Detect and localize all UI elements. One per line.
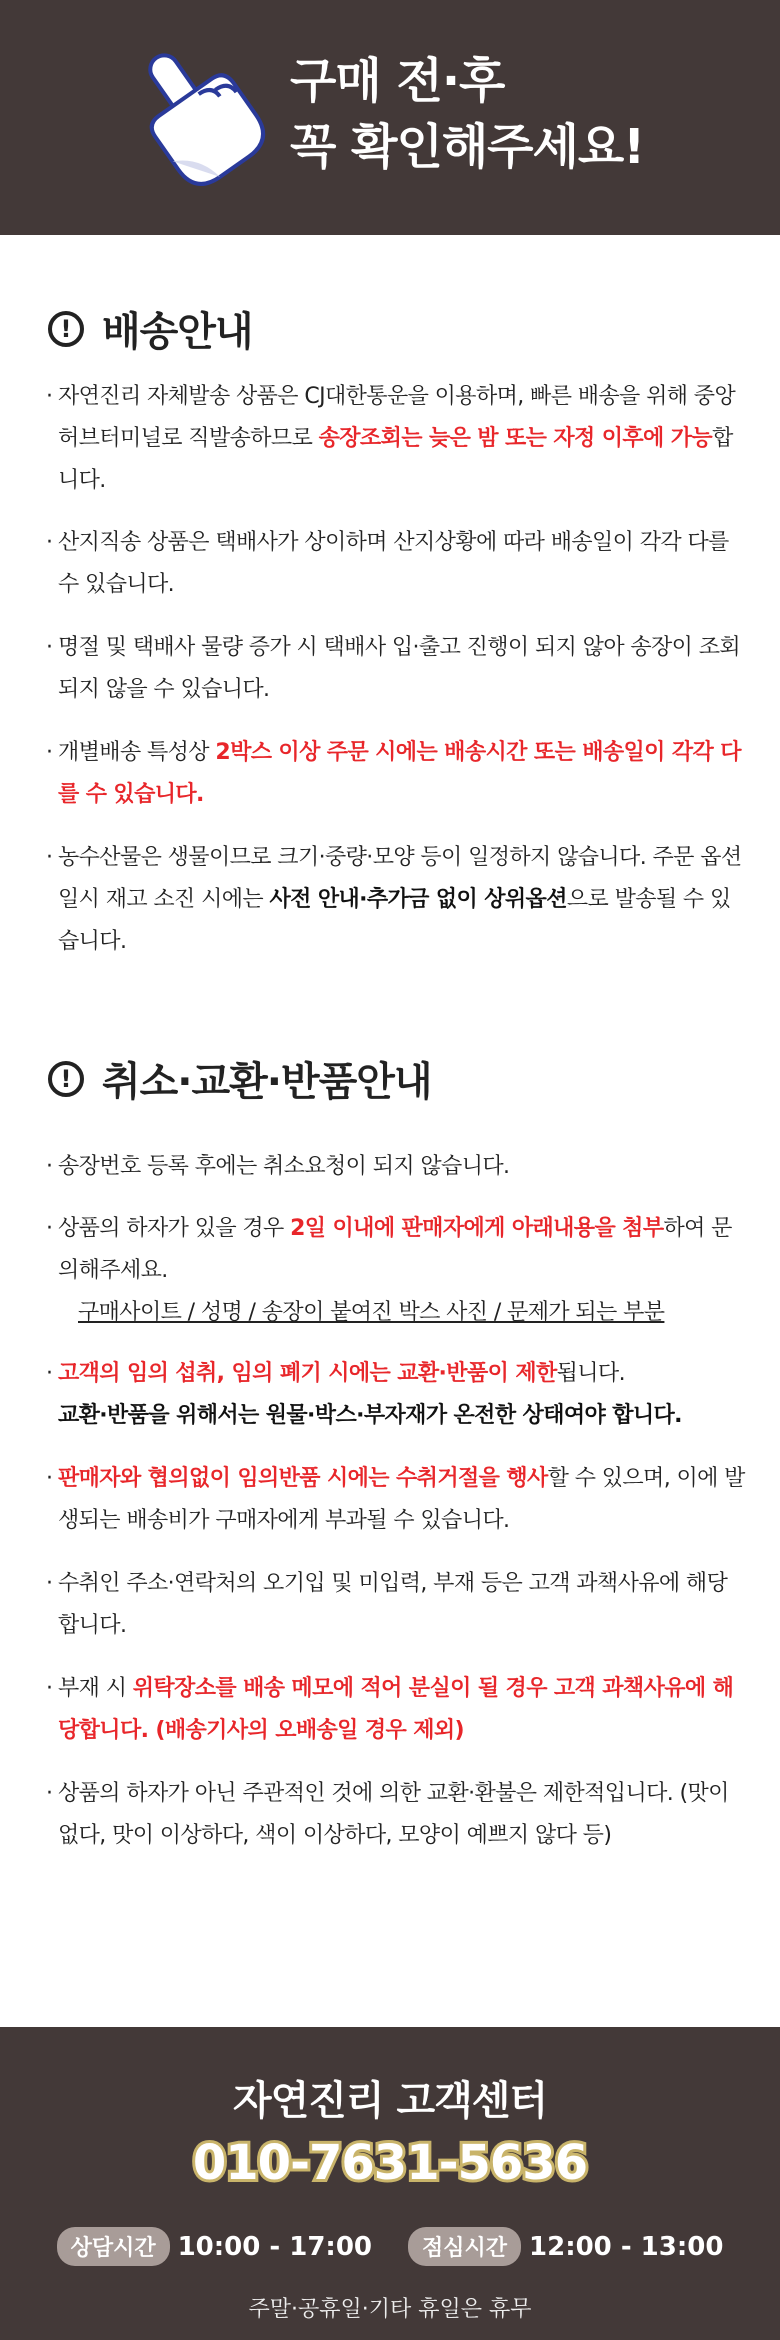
text-run: 하여 문의해주세요. <box>58 1216 732 1283</box>
text-run: 농수산물은 생물이므로 크기·중량·모양 등이 일정하지 않습니다. 주문 옵션 일시 재고 소진 시에는 <box>58 845 742 912</box>
consult-time: 10:00 - 17:00 <box>177 2231 372 2262</box>
bullet-dot: · <box>46 1216 53 1241</box>
delivery-item-5 <box>46 837 746 963</box>
phone-number[interactable]: 010-7631-5636 <box>192 2135 588 2191</box>
text-run: 명절 및 택배사 물량 증가 시 택배사 입·출고 진행이 되지 않아 송장이 조회되지 않을 수 있습니다. <box>58 635 741 702</box>
bullet-dot: · <box>46 530 53 555</box>
item-text <box>46 1563 746 1647</box>
text-run: 할 수 있으며, 이에 발생되는 배송비가 구매자에게 부과될 수 있습니다. <box>58 1466 745 1533</box>
header-title-line1: 구매 전·후 <box>290 53 505 109</box>
item-text <box>46 376 746 502</box>
lunch-label: 점심시간 <box>408 2227 521 2266</box>
cancel-item-5 <box>46 1563 746 1647</box>
cancel-title: 취소·교환·반품안내 <box>102 1059 432 1105</box>
item-text <box>46 1458 746 1542</box>
item-text <box>46 1353 746 1437</box>
text-run: 판매자와 협의없이 임의반품 시에는 수취거절을 행사 <box>58 1466 548 1491</box>
item-text <box>46 837 746 963</box>
item-text <box>46 732 746 816</box>
cancel-item-6 <box>46 1668 746 1752</box>
text-run: 고객의 임의 섭취, 임의 폐기 시에는 교환·반품이 제한 <box>58 1361 557 1386</box>
text-run: 됩니다. <box>556 1361 625 1386</box>
bullet-dot: · <box>46 635 53 660</box>
exclamation-circle-icon: ! <box>48 311 84 347</box>
cancel-item-3 <box>46 1353 746 1437</box>
cancel-heading <box>48 1050 432 1107</box>
text-run: 사전 안내·추가금 없이 상위옵션 <box>269 887 567 912</box>
bullet-dot: · <box>46 1154 53 1179</box>
customer-center-title: 자연진리 고객센터 <box>232 2078 548 2124</box>
text-run: 수취인 주소·연락처의 오기입 및 미입력, 부재 등은 고객 과책사유에 해당합니다. <box>58 1571 728 1638</box>
delivery-heading <box>48 300 253 357</box>
text-run: 2일 이내에 판매자에게 아래내용을 첨부 <box>290 1216 664 1241</box>
business-hours <box>0 2227 780 2266</box>
bullet-dot: · <box>46 1361 53 1386</box>
bullet-dot: · <box>46 384 53 409</box>
header-banner <box>0 0 780 235</box>
cancel-item-1 <box>46 1146 746 1188</box>
text-run: 상품의 하자가 있을 경우 <box>58 1216 291 1241</box>
text-run: 자연진리 자체발송 상품은 CJ대한통운을 이용하며, 빠른 배송을 위해 중앙허브터미널로 직발송하므로 <box>58 384 736 451</box>
bullet-dot: · <box>46 1676 53 1701</box>
delivery-item-2 <box>46 522 746 606</box>
item-text <box>46 522 746 606</box>
text-run: 으로 발송될 수 있습니다. <box>58 887 731 954</box>
text-run: 2박스 이상 주문 시에는 배송시간 또는 배송일이 각각 다를 수 있습니다. <box>58 740 741 807</box>
lunch-time: 12:00 - 13:00 <box>529 2231 724 2262</box>
text-run: 송장번호 등록 후에는 취소요청이 되지 않습니다. <box>58 1154 510 1179</box>
bullet-dot: · <box>46 1571 53 1596</box>
text-run: 상품의 하자가 아닌 주관적인 것에 의한 교환·환불은 제한적입니다. (맛이 없다, 맛이 이상하다, 색이 이상하다, 모양이 예쁘지 않다 등) <box>58 1781 729 1848</box>
consult-label: 상담시간 <box>57 2227 170 2266</box>
text-run: 송장조회는 늦은 밤 또는 자정 이후에 가능 <box>318 426 713 451</box>
pointing-hand-icon <box>120 40 270 190</box>
item-text <box>46 627 746 711</box>
cancel-item-7 <box>46 1773 746 1857</box>
text-run: 산지직송 상품은 택배사가 상이하며 산지상황에 따라 배송일이 각각 다를 수 있습니다. <box>58 530 729 597</box>
bullet-dot: · <box>46 1466 53 1491</box>
text-run: 위탁장소를 배송 메모에 적어 분실이 될 경우 고객 과책사유에 해당합니다. (배송기사의 오배송일 경우 제외) <box>58 1676 734 1743</box>
cancel-item-4 <box>46 1458 746 1542</box>
bullet-dot: · <box>46 1781 53 1806</box>
delivery-title: 배송안내 <box>102 309 253 355</box>
text-run: 개별배송 특성상 <box>58 740 216 765</box>
delivery-item-3 <box>46 627 746 711</box>
text-run: 합니다. <box>58 426 733 493</box>
cancel-item-2 <box>46 1208 746 1334</box>
required-info-line: 구매사이트 / 성명 / 송장이 붙여진 박스 사진 / 문제가 되는 부분 <box>78 1300 665 1325</box>
item-text <box>46 1208 746 1334</box>
delivery-item-4 <box>46 732 746 816</box>
item-text <box>46 1773 746 1857</box>
bullet-dot: · <box>46 845 53 870</box>
customer-center-footer <box>0 2027 780 2340</box>
item-text <box>46 1146 746 1188</box>
header-title-line2: 꼭 확인해주세요! <box>290 119 645 175</box>
item-text <box>46 1668 746 1752</box>
text-run: 부재 시 <box>58 1676 133 1701</box>
delivery-item-1 <box>46 376 746 502</box>
holiday-notice: 주말·공휴일·기타 휴일은 휴무 <box>248 2297 532 2322</box>
bullet-dot: · <box>46 740 53 765</box>
header-title <box>290 48 644 180</box>
item-line2: 교환·반품을 위해서는 원물·박스·부자재가 온전한 상태여야 합니다. <box>58 1403 682 1428</box>
exclamation-circle-icon: ! <box>48 1061 84 1097</box>
